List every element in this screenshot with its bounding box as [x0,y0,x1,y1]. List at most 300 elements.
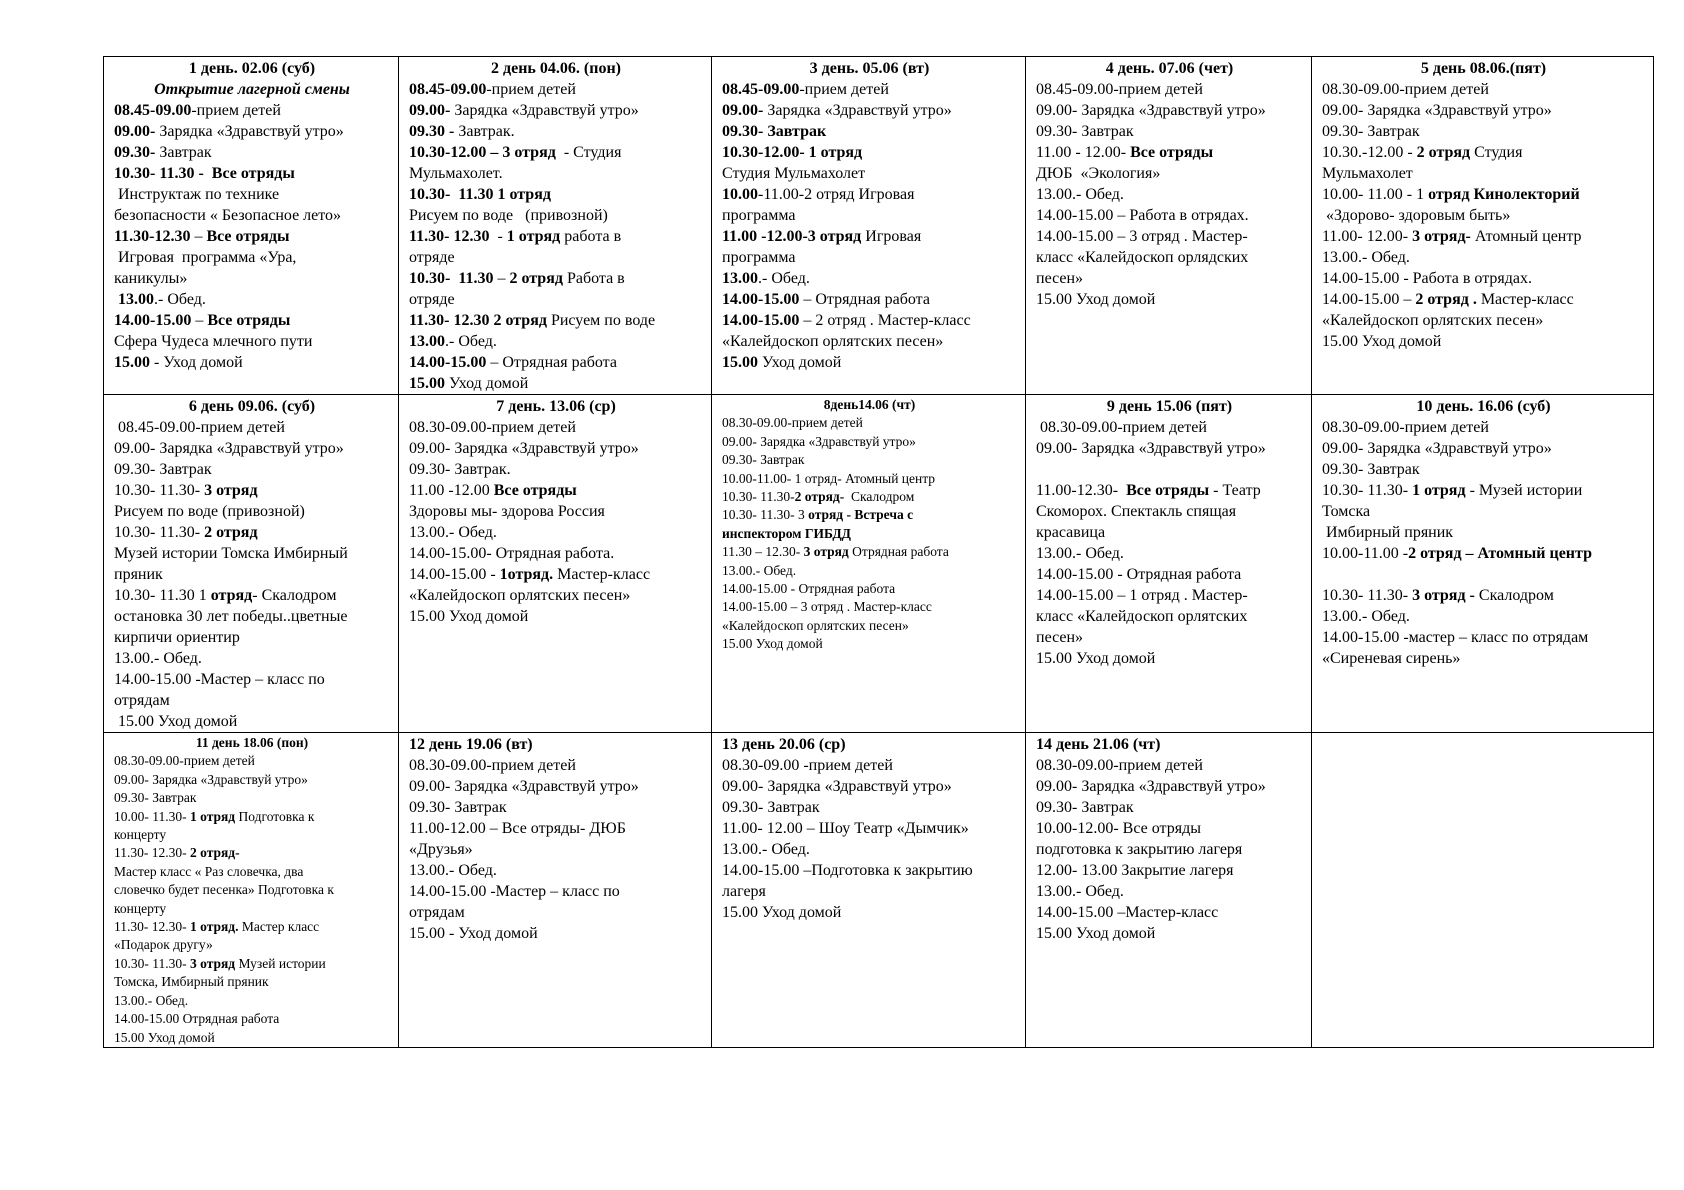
schedule-text: 14.00-15.00 - [409,566,500,583]
schedule-text: отряд - Встреча с [808,507,914,523]
schedule-text: 15.00 Уход домой [114,1029,215,1045]
day-title: 12 день 19.06 (вт) [409,736,533,753]
schedule-text: -11.00-2 отряд Игровая [758,186,915,203]
schedule-text: - [489,228,507,245]
schedule-text: 09.30- Завтрак [1322,123,1420,140]
schedule-text: пряник [114,566,163,583]
schedule-text: Мульмахолет [1322,165,1413,182]
schedule-line [1036,142,1303,163]
schedule-line [722,562,1017,580]
schedule-text: 15.00 Уход домой [1322,333,1442,350]
schedule-line [114,352,390,373]
schedule-line [409,352,703,373]
schedule-text: Уход домой [445,375,529,392]
schedule-text: Все отряды [493,482,577,499]
schedule-text: отрядам [409,904,465,921]
schedule-text: Завтрак. [454,123,515,140]
schedule-line [114,289,390,310]
schedule-line [722,470,1017,488]
schedule-text: Зарядка «Здравствуй утро» [763,102,952,119]
schedule-line [722,414,1017,432]
schedule-text: 09.30- Завтрак [1322,461,1420,478]
schedule-text: Атомный центр [1470,228,1582,245]
day-cell-12 [399,733,712,1048]
schedule-text: Мульмахолет. [409,165,503,182]
schedule-line [722,488,1017,506]
day-cell-13 [712,733,1026,1048]
schedule-text: остановка 30 лет победы..цветные [114,608,348,625]
schedule-text: 08.45-09.00 [114,102,192,119]
schedule-text: 1 отряд. [190,919,239,935]
schedule-line [1036,881,1303,902]
schedule-text: 15.00 Уход домой [1036,925,1156,942]
schedule-text: отряде [409,249,455,266]
schedule-text: 10.00- 11.00 - 1 [1322,186,1429,203]
schedule-text: 09.30- Завтрак. [409,461,511,478]
schedule-line [114,163,390,184]
schedule-line [1036,100,1303,121]
schedule-line [722,598,1017,616]
schedule-text: 10.30- 11.30- [1322,482,1413,499]
schedule-line [1322,247,1645,268]
schedule-text: .- Обед. [154,291,206,308]
schedule-text: 09.00- Зарядка «Здравствуй утро» [409,778,639,795]
schedule-line [1036,543,1303,564]
schedule-text: 09.30- Завтрак [1036,123,1134,140]
schedule-text: 15.00 Уход домой [1036,650,1156,667]
schedule-line [1322,564,1645,585]
schedule-line [1036,163,1303,184]
schedule-line [1322,310,1645,331]
schedule-text: Томска [1322,503,1371,520]
schedule-line [114,918,390,936]
schedule-text: Сфера Чудеса млечного пути [114,333,313,350]
schedule-text: Инструктаж по технике [114,186,280,203]
schedule-text: 14.00-15.00 – 1 отряд . Мастер- [1036,587,1248,604]
schedule-text: «Калейдоскоп орлятских песен» [1322,312,1544,329]
day-cell-10 [1312,395,1654,733]
schedule-text: 14.00-15.00 – [1322,291,1416,308]
schedule-text: 09.30- Завтрак [114,790,197,806]
schedule-text: 09.30- Завтрак [409,799,507,816]
schedule-text: 15.00 - Уход домой [409,925,538,942]
schedule-line [114,417,390,438]
schedule-text: Музей истории [235,955,326,971]
schedule-line [1036,564,1303,585]
schedule-line [722,797,1017,818]
schedule-text: 09.30- [114,144,156,161]
day-cell-8 [712,395,1026,733]
schedule-line [722,776,1017,797]
schedule-line [1036,226,1303,247]
schedule-line [1036,459,1303,480]
schedule-text: 14.00-15.00 – 3 отряд . Мастер- [1036,228,1248,245]
day-cell-7 [399,395,712,733]
schedule-text: 13.00.- Обед. [1036,883,1124,900]
schedule-text: Уход домой [758,354,842,371]
schedule-text: 10.30- 11.30- [114,482,205,499]
schedule-line [114,936,390,954]
schedule-text: 11.00- 12.00- [1322,228,1413,245]
schedule-line [722,331,1017,352]
schedule-line [1036,247,1303,268]
schedule-line [722,268,1017,289]
schedule-text: .- Обед. [445,333,497,350]
schedule-line [114,955,390,973]
schedule-text: 10.30- 11.30- [1322,587,1413,604]
schedule-line [1036,585,1303,606]
schedule-text: 14.00-15.00 [722,291,800,308]
schedule-text: Музей истории Томска Имбирный [114,545,348,562]
schedule-line [114,844,390,862]
schedule-line [409,585,703,606]
schedule-line [114,142,390,163]
schedule-text: концерту [114,900,167,916]
schedule-line [114,522,390,543]
schedule-text: 13.00.- Обед. [722,841,810,858]
schedule-text: 2 отряд – Атомный центр [1408,545,1592,562]
day-cell-5 [1312,57,1654,395]
schedule-text: 11.00-12.30- [1036,482,1127,499]
schedule-line [409,331,703,352]
schedule-text: 10.30- 11.30- [114,524,205,541]
schedule-text: 08.45-09.00 [722,81,800,98]
schedule-line [409,522,703,543]
schedule-line [114,543,390,564]
schedule-line [114,459,390,480]
schedule-text: Скоморох. Спектакль спящая [1036,503,1237,520]
schedule-line [722,433,1017,451]
camp-schedule-table [103,56,1654,1048]
schedule-text: 13.00.- Обед. [722,562,797,578]
day-cell-4 [1026,57,1312,395]
schedule-line [1036,902,1303,923]
day-cell-1 [104,57,399,395]
schedule-text: Игровая программа «Ура, [114,249,297,266]
schedule-text: 10.00- 11.30- [114,808,190,824]
schedule-text: 08.30-09.00-прием детей [409,757,576,774]
schedule-line [409,776,703,797]
schedule-line [409,543,703,564]
schedule-line [1036,797,1303,818]
schedule-text: 15.00 Уход домой [722,636,823,652]
schedule-line [1322,606,1645,627]
schedule-line [1322,627,1645,648]
schedule-text: 13.00.- Обед. [1036,545,1124,562]
schedule-text: Все отряды [206,228,290,245]
schedule-line [1036,205,1303,226]
schedule-line [409,205,703,226]
schedule-text: - Уход домой [150,354,243,371]
schedule-text: 14.00-15.00 - Отрядная работа [722,581,896,597]
schedule-line [114,826,390,844]
schedule-line [1036,860,1303,881]
schedule-text: 3 отряд [204,482,258,499]
schedule-text: - Скалодром [252,587,337,604]
schedule-line [1036,606,1303,627]
schedule-text: отряд [210,587,253,604]
schedule-text: 14.00-15.00 –Подготовка к закрытию [722,862,973,879]
schedule-text: .- Обед. [758,270,810,287]
schedule-line [722,100,1017,121]
schedule-line [114,100,390,121]
schedule-text: 09.00- Зарядка «Здравствуй утро» [722,433,916,449]
schedule-text: 15.00 Уход домой [114,713,238,730]
schedule-text: 09.00- [722,102,764,119]
schedule-text: - Музей истории [1465,482,1583,499]
schedule-line [722,184,1017,205]
schedule-line [114,121,390,142]
schedule-text: 14.00-15.00 [722,312,800,329]
schedule-text: Рисуем по воде (привозной) [114,503,305,520]
schedule-line [1322,184,1645,205]
schedule-text: Мастер класс « Раз словечка, два [114,863,304,879]
schedule-line [409,79,703,100]
schedule-line [114,564,390,585]
schedule-text: 11.30-12.30 [114,228,191,245]
schedule-text: 14.00-15.00 [409,354,487,371]
schedule-text: 15.00 Уход домой [1036,291,1156,308]
schedule-line [409,881,703,902]
schedule-text: 09.00- Зарядка «Здравствуй утро» [1036,440,1266,457]
schedule-line [114,992,390,1010]
schedule-line [409,268,703,289]
schedule-text: 08.30-09.00-прием детей [1036,757,1203,774]
schedule-text: «Калейдоскоп орлятских песен» [722,333,944,350]
schedule-text: 09.00- Зарядка «Здравствуй утро» [114,440,344,457]
schedule-text: - Студия [555,144,622,161]
schedule-line [1322,205,1645,226]
schedule-text: -прием детей [191,102,281,119]
day-title: 1 день. 02.06 (суб) [188,60,316,77]
schedule-text: 08.30-09.00-прием детей [409,419,576,436]
schedule-line [1036,480,1303,501]
schedule-text: красавица [1036,524,1106,541]
schedule-text: 1 отряд [190,808,236,824]
schedule-line [1322,417,1645,438]
schedule-text: 1 отряд [506,228,561,245]
schedule-line [114,752,390,770]
schedule-text: 14.00-15.00 [114,312,192,329]
day-cell-14 [1026,733,1312,1048]
schedule-line [114,310,390,331]
schedule-line [409,247,703,268]
schedule-line [409,289,703,310]
schedule-text: 2 отряд- [794,489,845,505]
schedule-line [114,711,390,732]
schedule-text: Все отряды [1126,482,1210,499]
schedule-text: каникулы» [114,270,188,287]
schedule-text: 10.30- 11.30 [409,270,494,287]
schedule-text: 09.00- [114,123,156,140]
schedule-line [114,881,390,899]
schedule-line [722,226,1017,247]
schedule-line [722,580,1017,598]
schedule-text: 15.00 Уход домой [409,608,529,625]
schedule-line [409,226,703,247]
schedule-text: 13.00.- Обед. [409,862,497,879]
schedule-text: 09.30- Завтрак [114,461,212,478]
schedule-line [114,1029,390,1047]
schedule-text: 08.30-09.00-прием детей [722,415,863,431]
schedule-text: 3 отряд [190,955,236,971]
schedule-line [722,247,1017,268]
schedule-line [1036,923,1303,944]
schedule-text: 15.00 [409,375,445,392]
empty-cell [1312,733,1654,1048]
schedule-line [722,902,1017,923]
schedule-line [114,669,390,690]
schedule-line [1322,501,1645,522]
schedule-line [1322,163,1645,184]
schedule-text: словечко будет песенка» Подготовка к [114,882,334,898]
schedule-text: подготовка к закрытию лагеря [1036,841,1243,858]
schedule-line [1036,417,1303,438]
schedule-line [114,480,390,501]
schedule-text: 09.30- Завтрак [722,452,805,468]
schedule-text: – Отрядная работа [486,354,617,371]
schedule-text: 09.00- Зарядка «Здравствуй утро» [114,771,308,787]
schedule-line [114,900,390,918]
schedule-text: 14.00-15.00 -Мастер – класс по [409,883,620,900]
schedule-text: 10.30- 11.30- [722,489,795,505]
schedule-line [722,525,1017,543]
schedule-text: отрядам [114,692,170,709]
schedule-line [114,205,390,226]
schedule-text: 13.00 [722,270,758,287]
schedule-text: 08.45-09.00-прием детей [114,419,285,436]
schedule-line [1036,776,1303,797]
schedule-text: 13.00 [409,333,445,350]
schedule-line [1322,648,1645,669]
schedule-line [409,923,703,944]
schedule-line [722,142,1017,163]
schedule-text: Подготовка к [235,808,315,824]
schedule-text: 11.00 -12.00-3 отряд [722,228,862,245]
schedule-text: 10.30- 11.30- [114,955,190,971]
schedule-line [722,289,1017,310]
schedule-text: – [190,228,207,245]
day-cell-9 [1026,395,1312,733]
schedule-line [722,543,1017,561]
schedule-text: Мастер-класс [553,566,651,583]
schedule-text: 12.00- 13.00 Закрытие лагеря [1036,862,1234,879]
schedule-text: 14.00-15.00 – 3 отряд . Мастер-класс [722,599,932,615]
schedule-text: 10.00-12.00- Все отряды [1036,820,1201,837]
schedule-text: 09.00- Зарядка «Здравствуй утро» [1036,778,1266,795]
day-title: 3 день. 05.06 (вт) [809,60,930,77]
schedule-text: Скалодром [844,489,915,505]
schedule-text: - Театр [1209,482,1261,499]
schedule-text: 08.30-09.00-прием детей [1322,81,1489,98]
schedule-text: «Друзья» [409,841,473,858]
schedule-line [1322,522,1645,543]
schedule-text: -прием детей [799,81,889,98]
schedule-text: 2 отряд [204,524,258,541]
schedule-text: Зарядка «Здравствуй утро» [155,123,344,140]
day-title: 8день14.06 (чт) [823,397,916,412]
schedule-text: 14.00-15.00 –Мастер-класс [1036,904,1219,921]
day-title: 7 день. 13.06 (ср) [496,398,616,415]
schedule-line [114,789,390,807]
schedule-text: 11.30- 12.30- [114,919,190,935]
schedule-line [409,438,703,459]
schedule-line [722,79,1017,100]
day-title: 4 день. 07.06 (чет) [1105,60,1234,77]
schedule-text: песен» [1036,270,1084,287]
schedule-text: 14.00-15.00 -Мастер – класс по [114,671,325,688]
schedule-line [722,860,1017,881]
schedule-line [1036,839,1303,860]
schedule-text: 2 отряд [509,270,563,287]
schedule-row-3 [104,733,1654,1048]
schedule-text: 1 отряд [1412,482,1466,499]
schedule-text: 09.30 - [409,123,455,140]
schedule-text: 11.00 - 12.00- [1036,144,1131,161]
schedule-line [1322,268,1645,289]
schedule-line [722,818,1017,839]
day-title: 9 день 15.06 (пят) [1106,398,1233,415]
schedule-line [1036,755,1303,776]
schedule-text: 11.30- 12.30 [409,228,490,245]
schedule-line [1322,121,1645,142]
schedule-line [409,606,703,627]
schedule-line [409,860,703,881]
schedule-text: Томска, Имбирный пряник [114,974,269,990]
schedule-text: 10.30-12.00 – 3 отряд [409,144,556,161]
schedule-text: «Сиреневая сирень» [1322,650,1461,667]
schedule-text: 11.30- 12.30- [114,845,190,861]
schedule-text: 13.00.- Обед. [409,524,497,541]
schedule-line [114,973,390,991]
schedule-text: 09.00- [409,102,451,119]
schedule-line [1036,268,1303,289]
schedule-line [114,808,390,826]
schedule-line [114,627,390,648]
schedule-line [722,881,1017,902]
day-cell-2 [399,57,712,395]
schedule-text: 10.30-12.00- 1 отряд [722,144,863,161]
schedule-text: 10.00-11.00- 1 отряд- Атомный центр [722,470,936,486]
day-title: 14 день 21.06 (чт) [1036,736,1161,753]
schedule-line [722,205,1017,226]
schedule-line [1036,121,1303,142]
schedule-text: Рисуем по воде [546,312,656,329]
schedule-text: 11.00- 12.00 – Шоу Театр «Дымчик» [722,820,969,837]
schedule-line [114,690,390,711]
schedule-text: инспектором ГИБДД [722,525,851,541]
schedule-text: «Калейдоскоп орлятских песен» [722,617,909,633]
schedule-text: 09.30- Завтрак [722,799,820,816]
schedule-row-2 [104,395,1654,733]
schedule-text: Завтрак [155,144,212,161]
schedule-text: концерту [114,827,167,843]
schedule-text: 2 отряд- [190,845,240,861]
schedule-line [409,184,703,205]
schedule-line [114,247,390,268]
schedule-text: 10.30- 11.30- 3 [722,507,809,523]
schedule-line [409,163,703,184]
schedule-line [409,459,703,480]
schedule-line [409,818,703,839]
schedule-line [1036,648,1303,669]
schedule-line [409,501,703,522]
schedule-text: «Подарок другу» [114,937,213,953]
schedule-line [1322,100,1645,121]
schedule-text: Скалодром [1474,587,1554,604]
schedule-text: отряд Кинолекторий [1428,186,1580,203]
schedule-text: 14.00-15.00- Отрядная работа. [409,545,615,562]
